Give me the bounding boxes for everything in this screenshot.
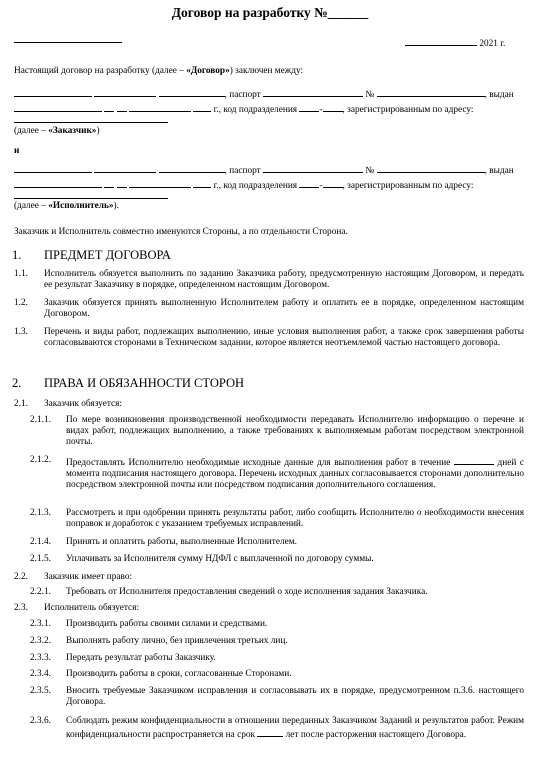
customer-term: «Заказчик» bbox=[48, 126, 97, 136]
document-title: Договор на разработку №______ bbox=[171, 5, 369, 20]
city-blank bbox=[14, 33, 122, 47]
customer-hereafter: (далее – «Заказчик») bbox=[14, 126, 100, 136]
contractor-hereafter: (далее – «Исполнитель»). bbox=[14, 201, 119, 211]
days-blank bbox=[454, 455, 494, 465]
and-label: и bbox=[14, 146, 20, 156]
contractor-line-1: , паспорт № , выдан bbox=[14, 163, 514, 177]
document-page: Договор на разработку №______ 2021 г. Настоящий договор на разработку (далее – «Договор») заключен между: , паспорт № , выдан г., код подразделения - , зарегистрированным по адресу: (далее – «Заказчик») и , паспорт № , выдан г., код подразделения - , зарегистрированным по адресу: (далее – «Исполнитель»). Заказчик и Исполнитель совместно именуются Стороны, а по отдельности Сторона. 1. ПРЕДМЕТ ДОГОВОРА 1.1. Исполнитель обязуется выполнить по заданию Заказчика работу, предусмотренную настоящим Договором, и передать ее результат Заказчику в порядке, определенном настоящим Договором. 1.2. Заказчик обязуется принять выполненную Исполнителем работу и оплатить ее в порядке, определенном настоящим Договором. 1.3. Перечень и виды работ, подлежащих выполнению, иные условия выполнения работ, а также срок завершения работы согласовываются сторонами в Техническом задании, которое является неотъемлемой частью настоящего договора. 2. ПРАВА И ОБЯЗАННОСТИ СТОРОН 2.1. Заказчик обязуется: 2.1.1. По мере возникновения производственной необходимости передавать Исполнителю информацию о перечне и видах работ, подлежащих выполнению, а также требованиях к выполняемым работам посредством электронной почты. 2.1.2. Предоставлять Исполнителю необходимые исходные данные для выполнения работ в течение дней с момента подписания настоящего договора. Перечень исходных данных согласовывается сторонами дополнительно посредством электронной почты или посредством подписания дополнительного соглашения. 2.1.3. Рассмотреть и при одобрении принять результаты работ, либо сообщить Исполнителю о необходимости внесения поправок и доработок с указанием требуемых исправлений. 2.1.4. Принять и оплатить работы, выполненные Исполнителем. 2.1.5. Уплачивать за Исполнителя сумму НДФЛ с выплаченной по договору суммы. 2.2. Заказчик имеет право: 2.2.1. Требовать от Исполнителя предоставления сведений о ходе исполнения задания Заказчика. 2.3. Исполнитель обязуется: 2.3.1. Производить работы своими силами и средствами. 2.3.2. Выполнять работу лично, без привлечения третьих лиц. 2.3.3. Передать результат работы Заказчику. 2.3.4. Производить работы в сроки, согласованные Сторонами. 2.3.5. Вносить требуемые Заказчиком исправления и согласовывать их в порядке, предусмотренном п.3.6. настоящего Договора. 2.3.6. Соблюдать режим конфиденциальности в отношении переданных Заказчиком Заданий и результатов работ. Режим конфиденциальности распространяется на срок лет после расторжения настоящего Договора. bbox=[0, 0, 540, 758]
date-blank bbox=[405, 36, 477, 46]
date-year: 2021 г. bbox=[479, 39, 506, 49]
contractor-term: «Исполнитель» bbox=[48, 201, 114, 211]
customer-line-1: , паспорт № , выдан bbox=[14, 87, 514, 101]
contractor-line-2: г., код подразделения - , зарегистрированным по адресу: bbox=[14, 178, 473, 192]
customer-line-2: г., код подразделения - , зарегистрированным по адресу: bbox=[14, 102, 473, 116]
parties-together-text: Заказчик и Исполнитель совместно именуются Стороны, а по отдельности Сторона. bbox=[14, 227, 348, 237]
intro-text: Настоящий договор на разработку (далее – «Договор») заключен между: bbox=[14, 66, 304, 76]
years-blank bbox=[257, 727, 283, 737]
date-line bbox=[405, 36, 505, 50]
